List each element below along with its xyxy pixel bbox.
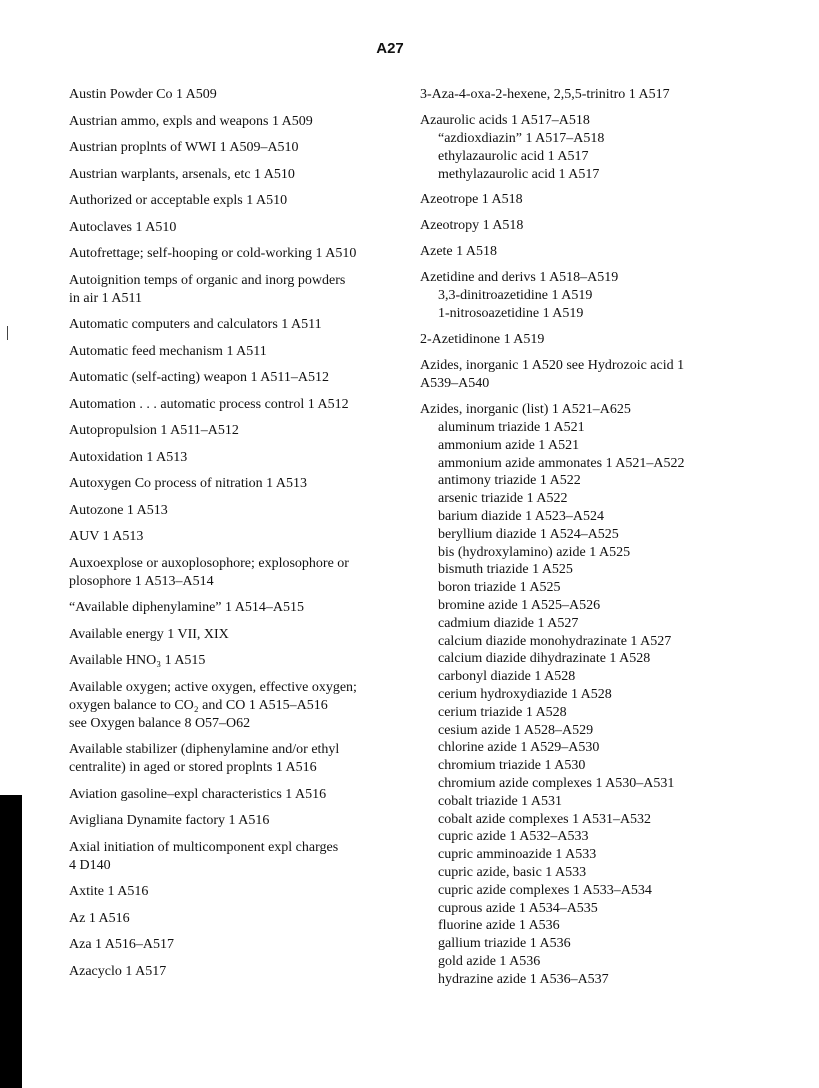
margin-mark <box>7 326 8 340</box>
index-sub-entry: cobalt azide complexes 1 A531–A532 <box>438 811 652 827</box>
index-entry <box>69 652 389 670</box>
index-sub-entry: chlorine azide 1 A529–A530 <box>438 740 600 756</box>
index-sub-entry: cadmium diazide 1 A527 <box>438 615 579 631</box>
index-entry-text: Autoxygen Co process of nitration 1 A513 <box>69 476 307 491</box>
index-entry <box>69 883 389 901</box>
index-entry-text: Available energy 1 VII, XIX <box>69 626 229 642</box>
index-entry-text: 2-Azetidinone 1 A519 <box>420 331 545 347</box>
index-entry <box>420 269 720 287</box>
index-sub-entry: boron triazide 1 A525 <box>438 580 561 596</box>
index-sub-entry: fluorine azide 1 A536 <box>438 918 560 934</box>
index-entry <box>69 963 389 981</box>
index-entry <box>69 599 389 617</box>
index-entry-continuation: 4 D140 <box>69 857 111 873</box>
index-entry <box>420 112 720 130</box>
index-entry-text: Available oxygen; active oxygen, effective oxygen; <box>69 679 357 695</box>
index-sub-entry: cerium hydroxydiazide 1 A528 <box>438 686 612 702</box>
index-entry-text: AUV 1 A513 <box>69 529 144 544</box>
index-entry <box>69 272 389 308</box>
sub-entry-list <box>420 130 720 183</box>
index-entry <box>69 192 389 210</box>
index-entry-text: Autopropulsion 1 A511–A512 <box>69 423 239 438</box>
index-entry-text: Avigliana Dynamite factory 1 A516 <box>69 813 270 828</box>
index-sub-entry: cupric azide, basic 1 A533 <box>438 864 587 880</box>
index-entry-continuation: plosophore 1 A513–A514 <box>69 573 214 589</box>
index-entry <box>69 839 389 875</box>
index-entry-text: 3-Aza-4-oxa-2-hexene, 2,5,5-trinitro 1 A517 <box>420 87 670 102</box>
index-entry <box>420 86 720 104</box>
sub-entry-list <box>420 419 720 989</box>
index-entry-text: Azides, inorganic 1 A520 see Hydrozoic acid 1 <box>420 357 685 373</box>
index-entry <box>69 741 389 777</box>
index-entry <box>420 191 720 209</box>
index-entry <box>420 217 720 235</box>
index-entry-text: Autoignition temps of organic and inorg powders <box>69 272 346 288</box>
index-sub-entry: aluminum triazide 1 A521 <box>438 419 585 435</box>
index-entry <box>69 396 389 414</box>
index-entry-continuation: see Oxygen balance 8 O57–O62 <box>69 715 251 731</box>
index-sub-entry: bismuth triazide 1 A525 <box>438 562 573 578</box>
index-sub-entry: bis (hydroxylamino) azide 1 A525 <box>438 544 631 560</box>
index-entry-text: Azacyclo 1 A517 <box>69 963 167 979</box>
index-entry <box>420 331 720 349</box>
index-sub-entry: cupric azide 1 A532–A533 <box>438 829 589 845</box>
index-entry-text: Autofrettage; self-hooping or cold-working 1 A510 <box>69 246 357 261</box>
index-entry-text: Axial initiation of multicomponent expl charges <box>69 839 339 855</box>
index-entry <box>69 219 389 237</box>
index-entry-text: Available HNO₃ 1 A515 <box>69 653 206 668</box>
index-sub-entry: cesium azide 1 A528–A529 <box>438 722 594 738</box>
index-entry-text: Az 1 A516 <box>69 910 130 926</box>
index-entry-text: Aza 1 A516–A517 <box>69 937 174 952</box>
index-entry-text: Automatic computers and calculators 1 A511 <box>69 317 322 332</box>
index-entry-text: Azaurolic acids 1 A517–A518 <box>420 113 590 128</box>
index-entry-text: Automatic (self-acting) weapon 1 A511–A512 <box>69 370 329 385</box>
index-entry-text: Auxoexplose or auxoplosophore; explosophore or <box>69 555 349 571</box>
index-entry <box>420 243 720 261</box>
index-entry-text: Automation . . . automatic process control 1 A512 <box>69 396 349 412</box>
index-entry <box>69 166 389 184</box>
index-entry-continuation: in air 1 A511 <box>69 290 142 306</box>
index-entry-continuation: A539–A540 <box>420 375 490 391</box>
index-entry <box>69 555 389 591</box>
index-entry-text: Autoxidation 1 A513 <box>69 449 188 465</box>
index-entry-text: Axtite 1 A516 <box>69 884 149 899</box>
left-index-column <box>69 86 389 989</box>
index-entry <box>69 113 389 131</box>
index-entry-text: Azeotrope 1 A518 <box>420 192 523 208</box>
index-sub-entry: cuprous azide 1 A534–A535 <box>438 900 598 916</box>
index-sub-entry: cupric azide complexes 1 A533–A534 <box>438 882 652 898</box>
index-sub-entry: 1-nitrosoazetidine 1 A519 <box>438 306 584 322</box>
page-number: A27 <box>376 40 404 57</box>
index-entry <box>69 786 389 804</box>
index-entry-text: Austin Powder Co 1 A509 <box>69 87 217 102</box>
index-sub-entry: “azdioxdiazin” 1 A517–A518 <box>438 131 605 146</box>
index-sub-entry: ethylazaurolic acid 1 A517 <box>438 148 589 164</box>
index-entry-text: Austrian proplnts of WWI 1 A509–A510 <box>69 140 299 155</box>
index-sub-entry: arsenic triazide 1 A522 <box>438 491 568 507</box>
index-entry-text: Azetidine and derivs 1 A518–A519 <box>420 270 619 286</box>
index-sub-entry: bromine azide 1 A525–A526 <box>438 597 601 613</box>
index-entry <box>420 401 720 419</box>
index-sub-entry: methylazaurolic acid 1 A517 <box>438 166 600 182</box>
index-sub-entry: calcium diazide dihydrazinate 1 A528 <box>438 651 651 667</box>
index-sub-entry: barium diazide 1 A523–A524 <box>438 508 605 524</box>
index-sub-entry: gold azide 1 A536 <box>438 953 541 969</box>
index-entry <box>69 86 389 104</box>
index-entry-text: “Available diphenylamine” 1 A514–A515 <box>69 600 304 615</box>
index-entry-text: Azeotropy 1 A518 <box>420 218 524 234</box>
index-entry-text: Austrian warplants, arsenals, etc 1 A510 <box>69 166 295 182</box>
index-sub-entry: antimony triazide 1 A522 <box>438 473 581 489</box>
index-entry-text: Automatic feed mechanism 1 A511 <box>69 343 267 359</box>
index-sub-entry: cupric amminoazide 1 A533 <box>438 847 597 863</box>
index-entry-continuation: centralite) in aged or stored proplnts 1 A516 <box>69 760 317 775</box>
index-entry <box>69 936 389 954</box>
index-entry <box>69 369 389 387</box>
index-entry <box>69 139 389 157</box>
index-sub-entry: chromium azide complexes 1 A530–A531 <box>438 775 675 791</box>
index-entry-text: Autoclaves 1 A510 <box>69 219 177 235</box>
index-entry-text: Azides, inorganic (list) 1 A521–A625 <box>420 401 631 417</box>
index-sub-entry: gallium triazide 1 A536 <box>438 936 571 952</box>
index-entry-text: Aviation gasoline–expl characteristics 1 A516 <box>69 786 327 802</box>
index-entry <box>69 422 389 440</box>
index-entry <box>420 357 720 393</box>
index-entry <box>69 679 389 733</box>
index-sub-entry: calcium diazide monohydrazinate 1 A527 <box>438 633 672 649</box>
index-entry <box>69 475 389 493</box>
index-sub-entry: 3,3-dinitroazetidine 1 A519 <box>438 288 593 304</box>
index-sub-entry: ammonium azide 1 A521 <box>438 437 580 453</box>
index-entry <box>69 245 389 263</box>
index-entry <box>69 343 389 361</box>
index-sub-entry: chromium triazide 1 A530 <box>438 758 586 774</box>
index-entry <box>69 910 389 928</box>
index-sub-entry: ammonium azide ammonates 1 A521–A522 <box>438 455 685 471</box>
sub-entry-list <box>420 287 720 323</box>
index-sub-entry: cobalt triazide 1 A531 <box>438 793 563 809</box>
index-entry-text: Azete 1 A518 <box>420 244 497 260</box>
index-entry-text: Available stabilizer (diphenylamine and/or ethyl <box>69 742 340 757</box>
index-entry <box>69 502 389 520</box>
index-sub-entry: hydrazine azide 1 A536–A537 <box>438 971 609 987</box>
index-entry-text: Autozone 1 A513 <box>69 502 168 518</box>
index-sub-entry: carbonyl diazide 1 A528 <box>438 669 576 685</box>
index-entry-text: Authorized or acceptable expls 1 A510 <box>69 193 288 208</box>
index-entry <box>69 449 389 467</box>
index-sub-entry: cerium triazide 1 A528 <box>438 704 567 720</box>
index-entry <box>69 626 389 644</box>
index-entry <box>69 528 389 546</box>
right-index-column <box>420 86 720 996</box>
index-entry <box>69 812 389 830</box>
index-entry-continuation: oxygen balance to CO₂ and CO 1 A515–A516 <box>69 697 328 713</box>
scan-edge-bar <box>0 795 22 1088</box>
index-sub-entry: beryllium diazide 1 A524–A525 <box>438 526 619 542</box>
index-entry-text: Austrian ammo, expls and weapons 1 A509 <box>69 113 313 129</box>
index-entry <box>69 316 389 334</box>
